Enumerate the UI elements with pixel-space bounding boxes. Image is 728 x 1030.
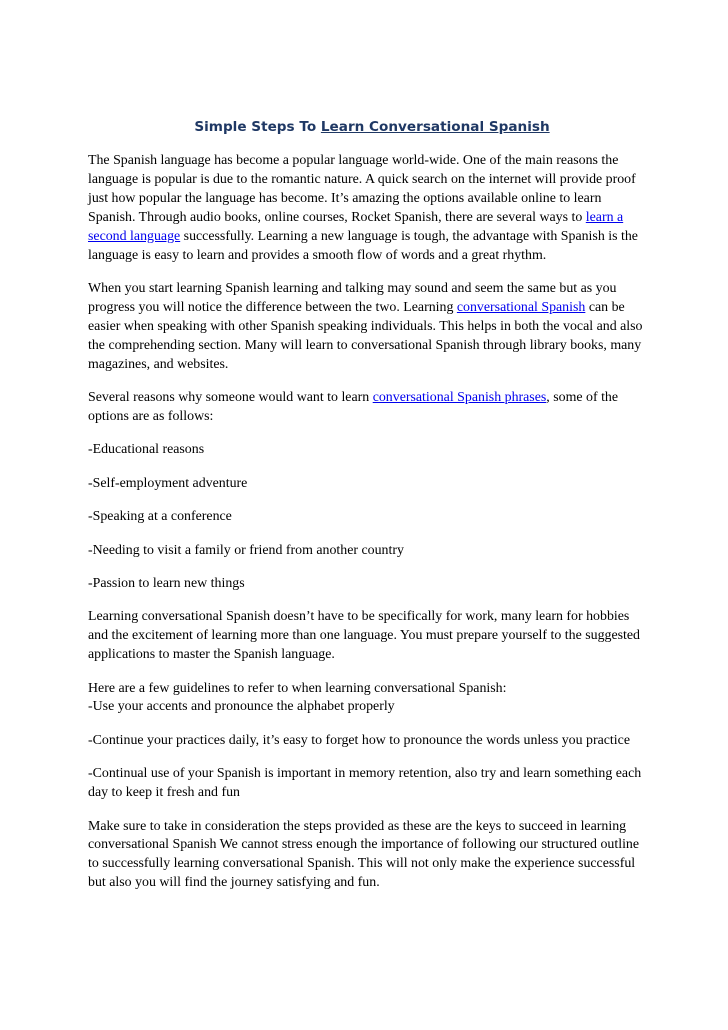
guideline-item: -Use your accents and pronounce the alphabet properly: [88, 699, 395, 715]
title-link[interactable]: Learn Conversational Spanish: [320, 119, 550, 135]
reason-item: -Speaking at a conference: [88, 509, 232, 525]
title-text: Simple Steps To: [194, 119, 321, 135]
conversational-spanish-link[interactable]: conversational Spanish: [456, 299, 586, 315]
paragraph-intro-text-b: successfully. Learning a new language is tough, the advantage with Spanish is the language is easy to learn and provides a smooth flow of words and a great rhythm.: [88, 228, 638, 263]
paragraph-reasons-text-b: , some of the options are as follows:: [88, 389, 619, 424]
paragraph-conclusion: Make sure to take in consideration the steps provided as these are the keys to succeed in learning conversational Spanish We cannot stress enough the importance of following our structured outline to successfully learning conversational Spanish. This will not only make the experience successful but also you will find the journey satisfying and fun.: [88, 818, 640, 891]
reason-item: -Passion to learn new things: [88, 575, 245, 591]
paragraph-progress-text-a: When you start learning Spanish learning and talking may sound and seem the same but as you progress you will notice the difference between the two. Learning: [88, 280, 617, 315]
conversational-spanish-phrases-link[interactable]: conversational Spanish phrases: [372, 389, 547, 405]
paragraph-progress-text-b: can be easier when speaking with other Spanish speaking individuals. This helps in both the vocal and also the comprehending section. Many will learn to conversational Spanish through library books, many magazines, and websites.: [88, 299, 643, 372]
paragraph-progress: [88, 280, 648, 375]
paragraph-reasons: [88, 389, 648, 427]
reason-item: -Self-employment adventure: [88, 475, 248, 491]
paragraph-intro-text-a: The Spanish language has become a popular language world-wide. One of the main reasons the language is popular is due to the romantic nature. A quick search on the internet will provide proof just how popular the language has become. It’s amazing the options available online to learn Spanish. Through audio books, online courses, Rocket Spanish, there are several ways to: [88, 153, 636, 225]
paragraph-hobbies: Learning conversational Spanish doesn’t have to be specifically for work, many learn for hobbies and the excitement of learning more than one language. You must prepare yourself to the suggested applications to master the Spanish language.: [88, 609, 640, 663]
paragraph-intro: [88, 152, 648, 265]
reason-item: -Educational reasons: [88, 442, 205, 458]
guideline-item: -Continual use of your Spanish is important in memory retention, also try and learn something each day to keep it fresh and fun: [88, 766, 642, 801]
paragraph-reasons-text-a: Several reasons why someone would want to learn: [88, 389, 373, 405]
reason-item: -Needing to visit a family or friend from another country: [88, 542, 404, 558]
guideline-item: -Continue your practices daily, it’s easy to forget how to pronounce the words unless you practice: [88, 732, 630, 748]
learn-second-language-link[interactable]: learn a second language: [88, 209, 624, 244]
document-title: [88, 118, 648, 136]
document-page: [88, 118, 648, 908]
paragraph-guidelines-intro: Here are a few guidelines to refer to when learning conversational Spanish:: [88, 680, 507, 696]
